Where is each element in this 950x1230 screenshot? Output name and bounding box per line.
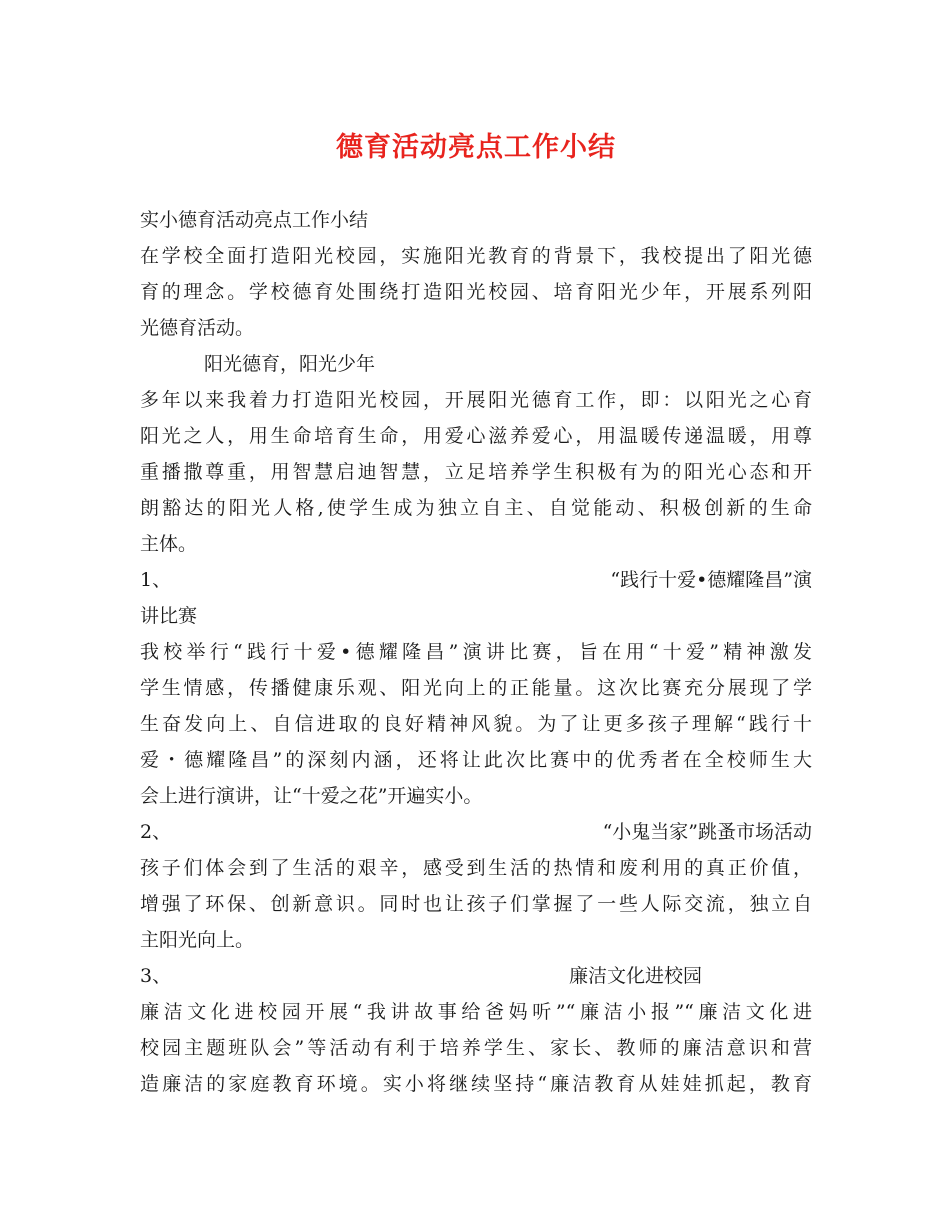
section-heading: 阳光德育，阳光少年 — [204, 353, 376, 375]
item3-heading: 廉洁文化进校园 — [568, 965, 702, 987]
section-line: 重播撒尊重，用智慧启迪智慧，立足培养学生积极有为的阳光心态和开 — [140, 461, 812, 483]
item2-heading: “小鬼当家”跳蚤市场活动 — [602, 821, 812, 843]
intro-line: 光德育活动。 — [140, 317, 255, 339]
item1-heading-cont: 讲比赛 — [140, 605, 198, 627]
document-title: 德育活动亮点工作小结 — [336, 132, 616, 163]
item2-line: 增强了环保、创新意识。同时也让孩子们掌握了一些人际交流，独立自 — [140, 893, 812, 915]
item2-number: 2、 — [140, 821, 172, 843]
document-subtitle: 实小德育活动亮点工作小结 — [140, 209, 369, 231]
item3-line: 廉洁文化进校园开展“我讲故事给爸妈听”“廉洁小报”“廉洁文化进 — [140, 1001, 812, 1023]
item3-line: 校园主题班队会”等活动有利于培养学生、家长、教师的廉洁意识和营 — [140, 1037, 812, 1059]
item3-line: 造廉洁的家庭教育环境。实小将继续坚持“廉洁教育从娃娃抓起，教育 — [140, 1073, 812, 1095]
section-line: 多年以来我着力打造阳光校园，开展阳光德育工作，即：以阳光之心育 — [140, 389, 812, 411]
item1-line: 会上进行演讲，让“十爱之花”开遍实小。 — [140, 785, 483, 807]
item3-number: 3、 — [140, 965, 172, 987]
section-line: 阳光之人，用生命培育生命，用爱心滋养爱心，用温暖传递温暖，用尊 — [140, 425, 812, 447]
item1-line: 爱・德耀隆昌”的深刻内涵，还将让此次比赛中的优秀者在全校师生大 — [140, 749, 812, 771]
item2-line: 孩子们体会到了生活的艰辛，感受到生活的热情和废利用的真正价值， — [140, 857, 812, 879]
document-body — [140, 202, 812, 1102]
section-line: 朗豁达的阳光人格,使学生成为独立自主、自觉能动、积极创新的生命 — [140, 497, 812, 519]
item1-number: 1、 — [140, 569, 172, 591]
item2-heading-row — [140, 814, 812, 850]
intro-line: 育的理念。学校德育处围绕打造阳光校园、培育阳光少年，开展系列阳 — [140, 281, 812, 303]
item1-line: 学生情感，传播健康乐观、阳光向上的正能量。这次比赛充分展现了学 — [140, 677, 812, 699]
item2-line: 主阳光向上。 — [140, 929, 255, 951]
item1-line: 生奋发向上、自信进取的良好精神风貌。为了让更多孩子理解“践行十 — [140, 713, 812, 735]
item3-heading-row — [140, 958, 812, 994]
item1-heading-row — [140, 562, 812, 598]
item1-line: 我校举行“践行十爱•德耀隆昌”演讲比赛，旨在用“十爱”精神激发 — [140, 641, 812, 663]
intro-line: 在学校全面打造阳光校园，实施阳光教育的背景下，我校提出了阳光德 — [140, 245, 812, 267]
item1-heading: “践行十爱•德耀隆昌”演 — [610, 569, 812, 591]
section-line: 主体。 — [140, 533, 198, 555]
